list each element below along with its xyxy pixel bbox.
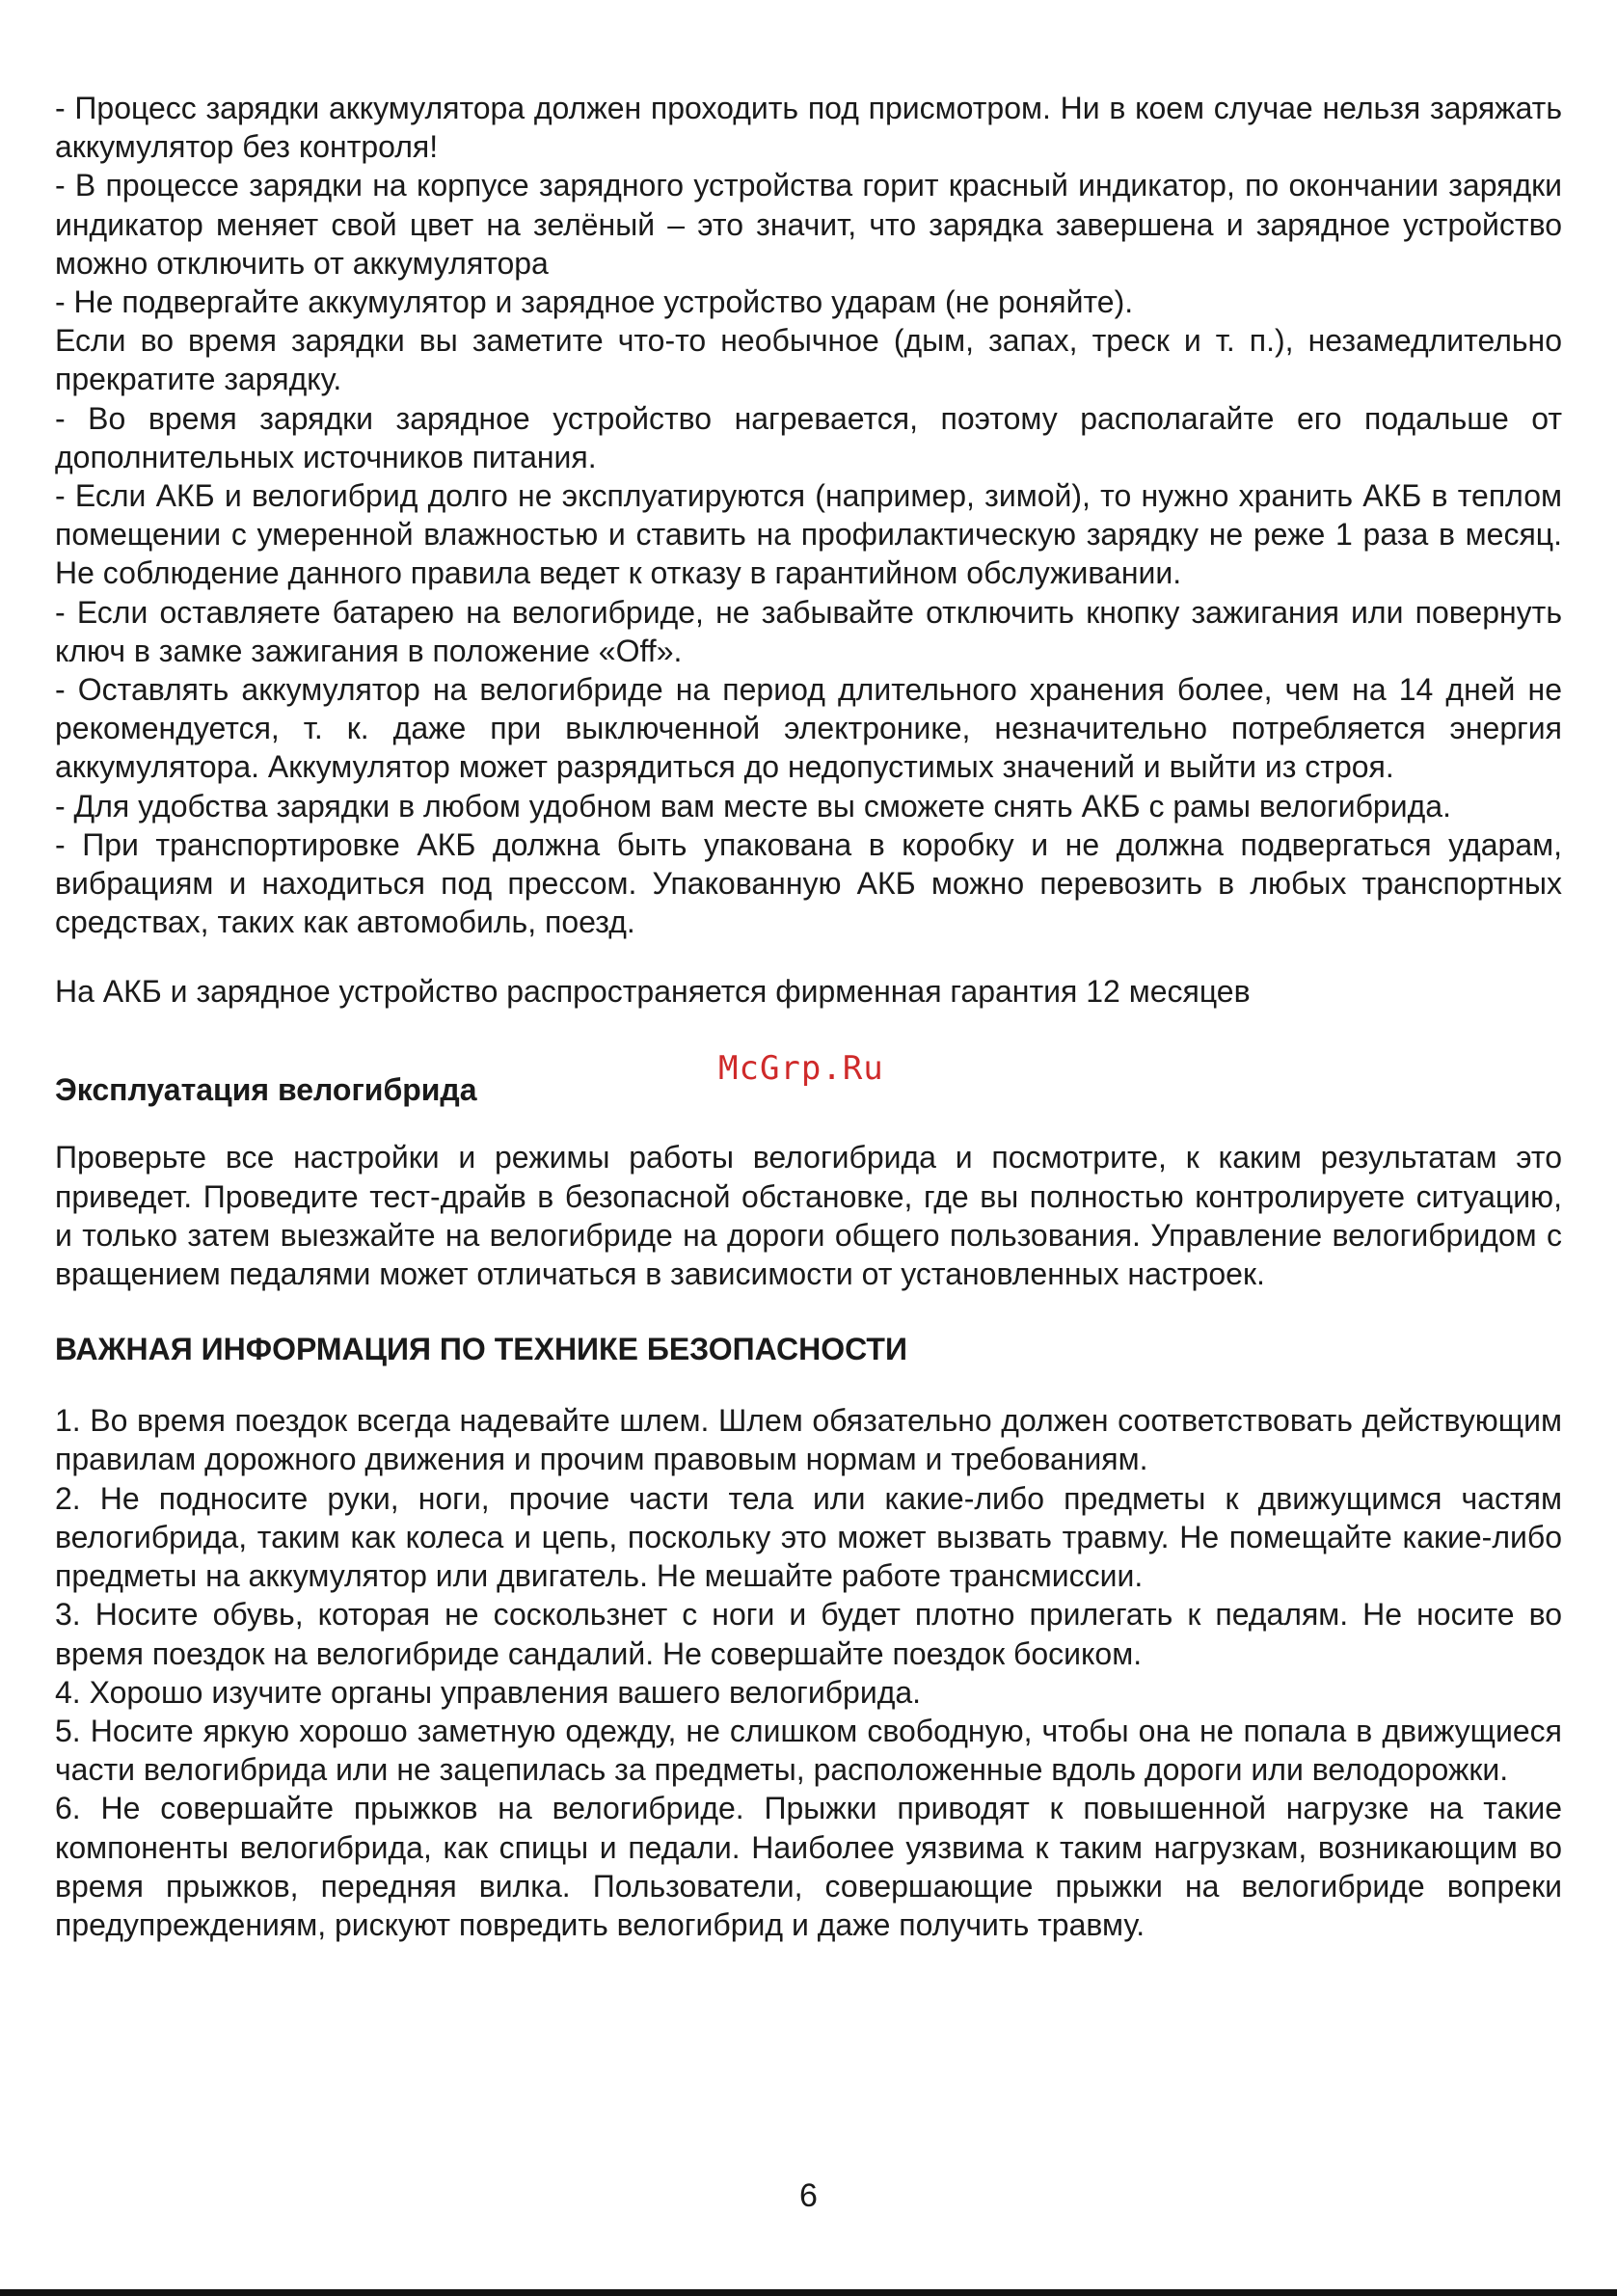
watermark: McGrp.Ru [718, 1049, 884, 1089]
charging-rule: - В процессе зарядки на корпусе зарядного устройства горит красный индикатор, по окончании зарядки индикатор меняет свой цвет на зелёный – это значит, что зарядка завершена и зарядное устройство можно отключить от аккумулятора [55, 168, 1562, 281]
safety-list [55, 1401, 1562, 1944]
charging-rule: Если во время зарядки вы заметите что-то необычное (дым, запах, треск и т. п.), незамедлительно прекратите зарядку. [55, 323, 1562, 397]
safety-item: 5. Носите яркую хорошо заметную одежду, не слишком свободную, чтобы она не попала в движущиеся части велогибрида или не зацепилась за предметы, расположенные вдоль дороги или велодорожки. [55, 1713, 1562, 1788]
safety-item: 2. Не подносите руки, ноги, прочие части тела или какие-либо предметы к движущимся частям велогибрида, таким как колеса и цепь, поскольку это может вызвать травму. Не помещайте какие-либо предметы на аккумулятор или двигатель. Не мешайте работе трансмиссии. [55, 1480, 1562, 1594]
bottom-rule [0, 2289, 1617, 2296]
operation-header [55, 1011, 1562, 1115]
charging-rule: - Не подвергайте аккумулятор и зарядное устройство ударам (не роняйте). [55, 284, 1134, 320]
warranty-note: На АКБ и зарядное устройство распространяется фирменная гарантия 12 месяцев [55, 974, 1251, 1010]
charging-rule: - Если АКБ и велогибрид долго не эксплуатируются (например, зимой), то нужно хранить АКБ в теплом помещении с умеренной влажностью и ставить на профилактическую зарядку не реже 1 раза в месяц. Не соблюдение данного правила ведет к отказу в гарантийном обслуживании. [55, 478, 1562, 591]
charging-rule: - Процесс зарядки аккумулятора должен проходить под присмотром. Ни в коем случае нельзя заряжать аккумулятор без контроля! [55, 91, 1562, 165]
charging-rule: - Если оставляете батарею на велогибриде, не забывайте отключить кнопку зажигания или повернуть ключ в замке зажигания в положение «Off». [55, 594, 1562, 668]
operation-title: Эксплуатация велогибрида [55, 1072, 477, 1108]
operation-text: Проверьте все настройки и режимы работы велогибрида и посмотрите, к каким результатам это приведет. Проведите тест-драйв в безопасной обстановке, где вы полностью контролируете ситуацию, и только затем выезжайте на велогибриде на дороги общего пользования. Управление велогибридом с вращением педалями может отличаться в зависимости от установленных настроек. [55, 1140, 1562, 1292]
safety-item: 3. Носите обувь, которая не соскользнет с ноги и будет плотно прилегать к педалям. Не носите во время поездок на велогибриде сандалий. Не совершайте поездок босиком. [55, 1597, 1562, 1671]
safety-item: 4. Хорошо изучите органы управления вашего велогибрида. [55, 1674, 922, 1710]
charging-rule: - Во время зарядки зарядное устройство нагревается, поэтому располагайте его подальше от дополнительных источников питания. [55, 400, 1562, 474]
safety-item: 6. Не совершайте прыжков на велогибриде. Прыжки приводят к повышенной нагрузке на такие компоненты велогибрида, как спицы и педали. Наиболее уязвима к таким нагрузкам, возникающим во время прыжков, передняя вилка. Пользователи, совершающие прыжки на велогибриде вопреки предупреждениям, рискуют повредить велогибрид и даже получить травму. [55, 1791, 1562, 1942]
safety-title: ВАЖНАЯ ИНФОРМАЦИЯ ПО ТЕХНИКЕ БЕЗОПАСНОСТИ [55, 1332, 907, 1367]
charging-rules [55, 89, 1562, 941]
charging-rule: - Оставлять аккумулятор на велогибриде на период длительного хранения более, чем на 14 дней не рекомендуется, т. к. даже при выключенной электронике, незначительно потребляется энергия аккумулятора. Аккумулятор может разрядиться до недопустимых значений и выйти из строя. [55, 672, 1562, 785]
safety-item: 1. Во время поездок всегда надевайте шлем. Шлем обязательно должен соответствовать действующим правилам дорожного движения и прочим правовым нормам и требованиям. [55, 1403, 1562, 1477]
page-number: 6 [799, 2177, 818, 2214]
charging-rule: - При транспортировке АКБ должна быть упакована в коробку и не должна подвергаться ударам, вибрациям и находиться под прессом. Упакованную АКБ можно перевозить в любых транспортных средствах, таких как автомобиль, поезд. [55, 826, 1562, 940]
page-content [55, 89, 1562, 1944]
charging-rule: - Для удобства зарядки в любом удобном вам месте вы сможете снять АКБ с рамы велогибрида. [55, 788, 1451, 824]
